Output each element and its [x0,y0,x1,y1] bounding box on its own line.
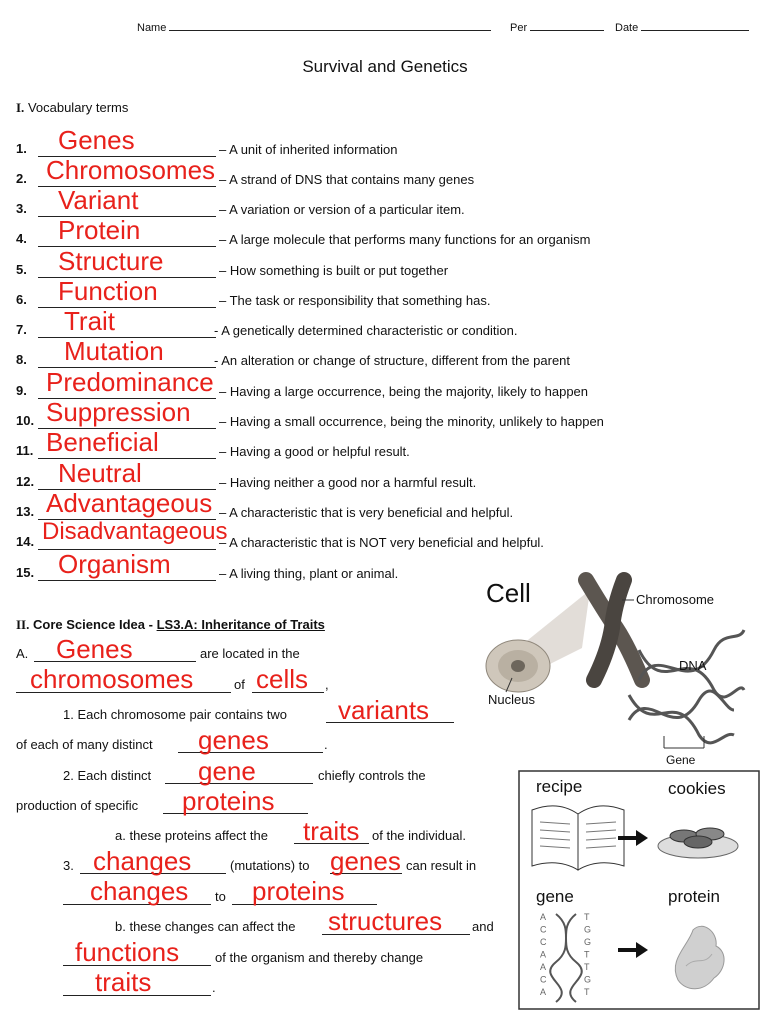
point-a-text-2: of the individual. [372,828,466,843]
dna-label: DNA [679,658,707,673]
point-b-text-2: and [472,919,494,934]
part-a-text-2: of [234,677,245,692]
dna-base-left: A [540,962,547,972]
cell-label: Cell [486,578,531,608]
section1-roman: I. [16,100,25,115]
vocab-number: 2. [16,171,27,186]
dna-base-right: T [584,949,590,960]
section2-label: Core Science Idea - [33,617,153,632]
point-3-text-1: (mutations) to [230,858,310,873]
dna-base-left: A [540,912,547,922]
point-1-answer-2: genes [198,725,269,755]
vocab-answer: Beneficial [46,427,159,457]
vocab-number: 3. [16,201,27,216]
point-b-answer-2: functions [75,937,180,967]
vocab-answer: Suppression [46,397,191,427]
section1-heading [16,100,128,116]
dna-base-left: A [540,987,547,997]
page-title: Survival and Genetics [302,57,468,76]
dna-base-right: T [584,962,590,972]
point-2-answer-2: proteins [182,786,275,816]
section2-standard: LS3.A: Inheritance of Traits [156,617,325,632]
dna-base-right: T [584,912,590,922]
vocab-number: 4. [16,231,27,246]
nucleolus-shape [511,660,525,672]
point-2-answer-1: gene [198,756,256,786]
vocab-answer: Disadvantageous [42,518,228,545]
point-a-answer-1: traits [303,816,360,846]
cell-chromosome-dna-figure [474,570,760,770]
vocab-number: 6. [16,292,27,307]
gene-label: Gene [666,753,696,767]
book-icon [532,806,624,870]
dna-base-right: T [584,987,590,997]
vocab-answer: Chromosomes [46,155,216,185]
vocab-answer: Advantageous [46,488,213,518]
point-1-text-1: 1. Each chromosome pair contains two [63,707,287,722]
dna-base-left: A [540,949,547,960]
part-a-answer-1: Genes [56,634,133,664]
vocab-definition: – A variation or version of a particular item. [219,202,465,217]
vocab-number: 8. [16,352,27,367]
vocab-number: 13. [16,504,35,519]
vocab-number: 1. [16,141,27,156]
vocab-answer: Predominance [46,367,214,397]
vocab-number: 12. [16,474,35,489]
recipe-gene-analogy-figure [518,770,760,1010]
vocab-answer: Organism [58,549,171,579]
period-field [510,18,604,34]
vocab-definition: - A genetically determined characteristic or condition. [214,323,518,338]
part-a-label: A. [16,646,29,661]
per-label: Per [510,22,528,34]
part-a-answer-3: cells [256,664,309,694]
point-3-answer-1: changes [93,846,192,876]
chromosome-label: Chromosome [636,592,715,607]
vocab-definition: – A strand of DNS that contains many genes [219,172,475,187]
gene-figure-label: gene [536,887,574,906]
part-a-text-3: , [325,677,329,692]
date-field [615,18,749,34]
dna-base-right: G [584,937,592,947]
vocab-number: 11. [16,443,34,458]
point-3-answer-2: genes [330,846,401,876]
point-a-text-1: a. these proteins affect the [115,828,268,843]
vocab-definition: – Having a small occurrence, being the minority, unlikely to happen [219,414,604,429]
vocab-definition: – A characteristic that is very beneficial and helpful. [219,505,514,520]
point-3-number: 3. [63,858,74,873]
protein-label: protein [668,887,720,906]
vocab-answer: Variant [58,185,139,215]
vocab-definition: – Having neither a good nor a harmful result. [219,475,477,490]
dna-base-left: C [540,937,547,947]
nucleus-label: Nucleus [488,692,535,707]
vocab-number: 15. [16,565,35,580]
point-1-answer-1: variants [338,695,430,725]
point-b-answer-1: structures [328,906,443,936]
vocab-number: 10. [16,413,35,428]
point-1-text-3: . [324,737,328,752]
part-a-text-1: are located in the [200,646,300,661]
vocab-definition: – Having a large occurrence, being the majority, likely to happen [219,384,589,399]
vocab-definition: – Having a good or helpful result. [219,444,410,459]
part-a-answer-2: chromosomes [30,664,194,694]
vocab-item [16,276,756,312]
vocab-answer: Structure [58,246,164,276]
name-field [137,18,491,34]
dna-base-left: C [540,924,547,935]
vocab-answer: Mutation [64,336,164,366]
name-blank[interactable] [169,18,491,31]
date-blank[interactable] [641,18,749,31]
vocab-answer: Protein [58,215,141,245]
point-3-text-2: can result in [406,858,477,873]
dna-base-right: G [584,924,592,935]
vocab-answer: Genes [58,125,135,155]
per-blank[interactable] [530,18,604,31]
vocab-definition: – A unit of inherited information [219,142,398,157]
point-b-answer-3: traits [95,967,152,997]
point-b-text-4: . [212,980,216,995]
vocab-number: 14. [16,534,35,549]
point-2-text-3: production of specific [16,798,139,813]
section2-roman: II. [16,617,30,632]
section1-label: Vocabulary terms [27,100,129,115]
cookies-label: cookies [668,779,726,798]
vocab-definition: – A large molecule that performs many functions for an organism [219,232,591,247]
vocab-definition: – The task or responsibility that something has. [219,293,491,308]
point-2-text-1: 2. Each distinct [63,768,152,783]
point-3-answer-4: proteins [252,876,345,906]
point-3-answer-3: changes [90,876,189,906]
vocab-definition: – How something is built or put together [219,263,449,278]
point-b-text-3: of the organism and thereby change [215,950,424,965]
vocab-answer: Function [58,276,158,306]
name-label: Name [137,22,167,34]
vocab-answer: Neutral [58,458,142,488]
date-label: Date [615,22,639,34]
section2-heading [16,617,325,633]
point-b-text-1: b. these changes can affect the [115,919,296,934]
vocab-number: 7. [16,322,27,337]
vocab-number: 5. [16,262,27,277]
point-3-text-3: to [215,889,226,904]
point-2-text-2: chiefly controls the [318,768,426,783]
chromosome-shape [586,580,642,680]
recipe-label: recipe [536,777,583,796]
vocab-definition: - An alteration or change of structure, different from the parent [214,353,571,368]
vocab-definition: – A characteristic that is NOT very beneficial and helpful. [219,535,544,550]
vocab-answer: Trait [64,306,116,336]
dna-base-left: C [540,974,547,985]
dna-base-right: G [584,974,592,985]
vocab-definition: – A living thing, plant or animal. [219,566,399,581]
vocab-number: 9. [16,383,27,398]
point-1-text-2: of each of many distinct [16,737,153,752]
